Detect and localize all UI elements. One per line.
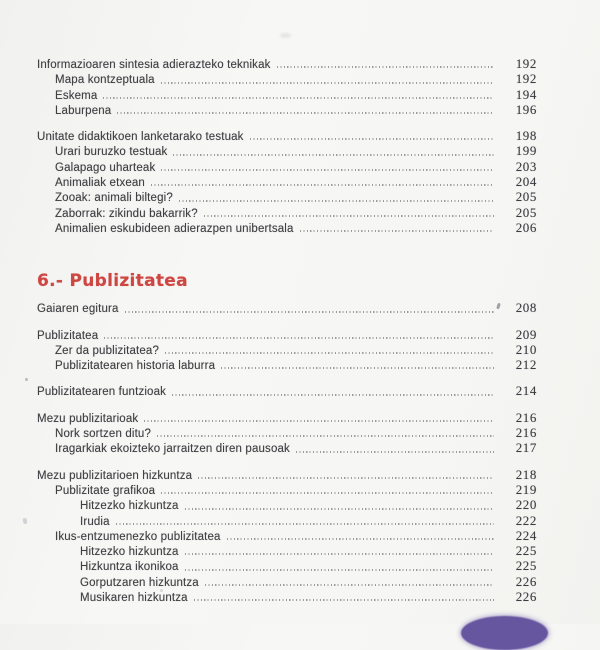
dotted-leader [194,599,494,601]
dotted-leader [157,435,494,437]
dotted-leader [161,169,494,171]
toc-entry-page: 224 [515,527,537,543]
toc-entry-page: 225 [515,543,537,559]
toc-entry-page: 222 [515,512,537,528]
toc-entry [37,589,537,604]
toc-entry-page: 208 [515,300,537,316]
toc-entry-page: 217 [515,440,537,456]
toc-entry-page: 220 [515,497,537,513]
scan-speck [280,33,291,38]
toc-entry-label: Urari buruzko testuak [55,146,168,159]
dotted-leader [104,337,494,339]
toc-entry [37,357,537,372]
toc-entry-label: Animalien eskubideen adierazpen unibertsala [55,222,294,235]
toc-entry-label: Informazioaren sintesia adierazteko teknikak [37,59,271,71]
toc-entry-label: Galapago uharteak [55,161,156,174]
toc-entry-label: Iragarkiak ekoizteko jarraitzen diren pausoak [55,443,290,456]
toc-entry-label: Eskema [55,89,98,102]
toc-entry-page: 218 [515,466,537,482]
toc-entry-label: Publizitatearen funtzioak [37,386,167,399]
toc-entry-label: Animaliak etxean [55,177,145,190]
dotted-leader [151,184,494,186]
toc-entry-label: Hitzezko hizkuntza [80,546,179,559]
toc-entry [37,558,537,573]
toc-section-top [0,0,600,235]
dotted-leader [185,508,494,510]
toc-entry [37,497,537,512]
dotted-leader [125,311,494,313]
scan-speck [160,589,163,592]
toc-entry-page: 204 [515,174,537,190]
toc-entry [37,482,537,497]
toc-entry [37,143,537,158]
dotted-leader [103,97,494,99]
toc-entry [37,189,537,204]
dotted-leader [185,553,494,555]
toc-entry-page: 226 [515,589,537,605]
dotted-leader [172,394,494,396]
toc-entry-label: Unitate didaktikoen lanketarako testuak [37,131,244,144]
toc-section-chapter [0,300,600,604]
toc-entry-page: 205 [515,204,537,220]
toc-entry-label: Publizitatea [37,329,99,342]
toc-entry [37,327,537,342]
dotted-leader [300,230,494,232]
toc-entry [37,513,537,528]
toc-entry-label: Gaiaren egitura [37,303,119,316]
toc-entry-label: Zer da publizitatea? [55,344,160,357]
toc-entry-page: 209 [515,326,537,342]
toc-entry-page: 192 [515,71,537,87]
toc-entry-label: Hizkuntza ikonikoa [80,561,179,574]
toc-entry-page: 194 [515,86,537,102]
toc-entry-label: Zooak: animali biltegi? [55,192,173,205]
dotted-leader [198,477,494,479]
dotted-leader [250,138,494,140]
toc-entry [37,56,537,71]
dotted-leader [173,154,494,156]
toc-entry-page: 206 [515,219,537,235]
toc-entry-label: Ikus-entzumenezko publizitatea [55,530,221,543]
toc-entry-page: 219 [515,481,537,497]
toc-entry-page: 203 [515,158,537,174]
toc-group [37,383,537,398]
toc-entry-label: Irudia [80,515,110,528]
toc-entry-label: Mezu publizitarioak [37,412,139,425]
toc-entry [37,87,537,102]
toc-entry [37,174,537,189]
toc-entry [37,425,537,440]
toc-group [37,300,537,315]
toc-entry-page: 205 [515,189,537,205]
toc-entry-page: 210 [515,341,537,357]
toc-entry-label: Mapa kontzeptuala [55,74,155,87]
dotted-leader [161,492,494,494]
chapter-heading: 6.- Publizitatea [37,271,188,292]
toc-entry [37,159,537,174]
dotted-leader [204,215,494,217]
toc-entry-label: Zaborrak: zikindu bakarrik? [55,207,198,220]
dotted-leader [277,66,494,68]
toc-entry-page: 216 [515,409,537,425]
toc-entry [37,300,537,315]
toc-entry-page: 196 [515,101,537,117]
dotted-leader [221,367,494,369]
dotted-leader [227,538,494,540]
toc-entry [37,440,537,455]
toc-entry-page: 216 [515,425,537,441]
toc-entry [37,128,537,143]
toc-entry [37,205,537,220]
toc-entry-label: Mezu publizitarioen hizkuntza [37,469,193,482]
toc-entry [37,102,537,117]
toc-entry-page: 212 [515,357,537,373]
toc-group [37,410,537,456]
dotted-leader [117,112,494,114]
toc-entry-label: Laburpena [55,104,112,117]
toc-entry [37,543,537,558]
toc-entry-page: 192 [515,56,537,71]
toc-entry [37,467,537,482]
toc-entry-label: Publizitate grafikoa [55,484,156,497]
toc-entry-label: Nork sortzen ditu? [55,428,152,441]
toc-group [37,467,537,605]
toc-entry-page: 214 [515,383,537,399]
dotted-leader [179,200,494,202]
toc-entry-label: Publizitatearen historia laburra [55,360,216,373]
toc-entry-page: 198 [515,128,537,144]
toc-entry-page: 199 [515,143,537,159]
toc-entry-page: 225 [515,558,537,574]
dotted-leader [185,569,494,571]
purple-decor-blob [461,616,548,650]
dotted-leader [161,82,494,84]
toc-entry-label: Gorputzaren hizkuntza [80,576,199,589]
dotted-leader [205,584,494,586]
toc-entry-page: 226 [515,573,537,589]
toc-entry [37,71,537,86]
toc-entry [37,342,537,357]
dotted-leader [144,420,494,422]
toc-entry [37,574,537,589]
toc-group [37,128,537,235]
toc-entry [37,383,537,398]
toc-entry-label: Musikaren hizkuntza [80,592,188,605]
dotted-leader [165,352,494,354]
scan-speck [25,378,28,381]
toc-entry [37,220,537,235]
toc-entry [37,410,537,425]
dotted-leader [116,523,494,525]
toc-group [37,327,537,373]
toc-entry-label: Hitzezko hizkuntza [80,500,179,513]
toc-group [37,56,537,117]
toc-entry [37,528,537,543]
dotted-leader [296,451,494,453]
